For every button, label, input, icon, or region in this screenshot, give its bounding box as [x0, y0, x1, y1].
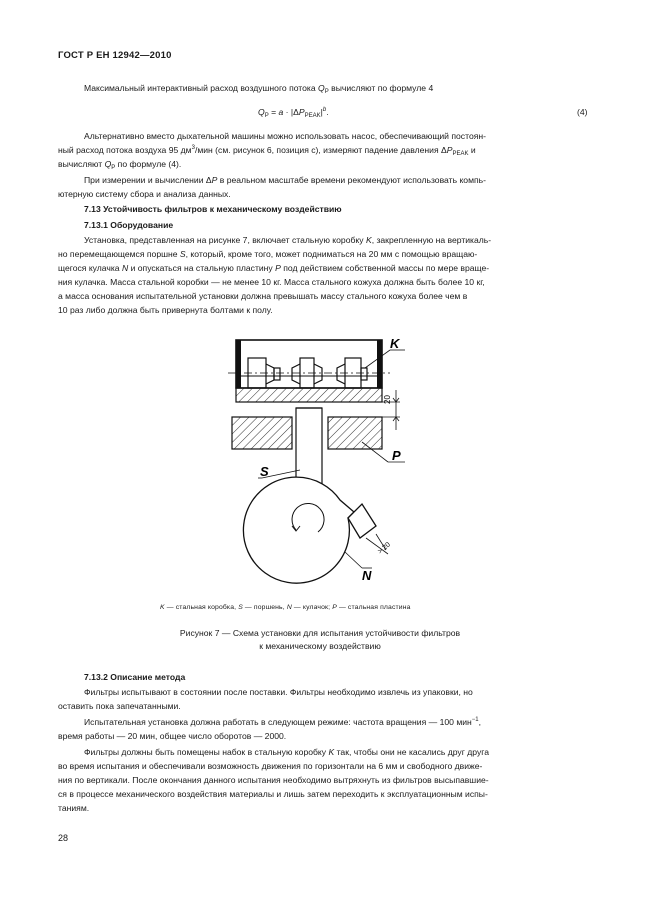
filter-1-cap: [274, 368, 280, 380]
paragraph-placement-l1: [58, 746, 594, 760]
formula-p-sub: PEAK: [304, 113, 321, 119]
var: S: [179, 249, 186, 259]
var: Q: [104, 159, 112, 169]
sup: 3: [191, 145, 195, 151]
document-header: ГОСТ Р ЕН 12942—2010: [58, 50, 172, 61]
section-heading-7-13-2: 7.13.2 Описание метода: [84, 672, 186, 682]
label-p: P: [392, 448, 401, 463]
formula-end: .: [326, 107, 329, 117]
var: P: [275, 263, 281, 273]
steel-plate-left: [232, 417, 292, 449]
var: P: [211, 175, 218, 185]
text: так, чтобы они не касались друг друга: [334, 747, 489, 757]
legend-s-text: — поршень,: [242, 604, 287, 611]
legend-k: K: [160, 604, 165, 611]
sub: PEAK: [452, 151, 469, 157]
text: по формуле (4).: [115, 159, 182, 169]
paragraph-equipment-l3: [58, 262, 594, 276]
paragraph-test-state-l2: оставить пока запечатанными.: [58, 701, 181, 711]
paragraph-mode-l1: [58, 716, 594, 730]
text: , закрепленную на вертикаль-: [371, 235, 492, 245]
figure-caption: [120, 627, 520, 653]
sub: P: [111, 165, 116, 171]
paragraph-equipment-l6: 10 раз либо должна быть привернута болтами к полу.: [58, 305, 273, 315]
filter-2-nozzle: [292, 364, 300, 384]
text: в реальном масштабе времени рекомендуют использовать компь-: [217, 175, 486, 185]
legend-k-text: — стальная коробка,: [164, 604, 239, 611]
formula-dot: · |Δ: [283, 107, 299, 117]
paragraph-placement-l4: ся в процессе механического воздействия материалы и лишь затем переходить к эксплуатационным испы-: [58, 789, 488, 799]
caption-line-2: к механическому воздействию: [259, 641, 381, 651]
paragraph-intro: [58, 82, 594, 96]
legend-p-text: — стальная пластина: [336, 604, 411, 611]
filter-1-nozzle: [266, 364, 274, 384]
sup: −1: [471, 717, 479, 723]
cam-n: [243, 477, 376, 583]
var-q: Q: [318, 83, 325, 93]
text: /мин (см. рисунок 6, позиция с), измеряют падение давления Δ: [194, 145, 447, 155]
formula-4: [258, 107, 329, 117]
paragraph-placement-l3: ния по вертикали. После окончания данного испытания необходимо вытряхнуть из фильтров высыпавшие-: [58, 775, 489, 785]
text: но перемещающемся поршне: [58, 249, 180, 259]
var: P: [446, 145, 453, 155]
formula-lhs: Q: [258, 107, 265, 117]
caption-line-1: Рисунок 7 — Схема установки для испытания устойчивости фильтров: [179, 628, 461, 638]
figure-legend: [160, 604, 411, 611]
filter-3-cap: [361, 368, 367, 380]
text: щегося кулачка: [58, 263, 122, 273]
formula-lhs-sub: P: [264, 113, 269, 119]
page-number: 28: [58, 833, 69, 843]
formula-p: P: [298, 107, 305, 117]
sub: P: [324, 89, 329, 95]
formula-bar: |: [320, 107, 323, 117]
formula-exp: b: [322, 107, 327, 113]
var: K: [328, 747, 335, 757]
text: ный расход потока воздуха 95 дм: [58, 145, 192, 155]
paragraph-mode-l2: время работы — 20 мин, общее число оборотов — 2000.: [58, 731, 287, 741]
paragraph-placement-l2: во время испытания и обеспечивали возможность движения по горизонтали на 6 мм и свободного движе-: [58, 761, 483, 771]
text: вычисляют по формуле 4: [328, 83, 434, 93]
equation-number: (4): [577, 107, 588, 117]
text: Фильтры должны быть помещены набок в стальную коробку: [84, 747, 329, 757]
paragraph-equipment-l1: [58, 234, 594, 248]
legend-n: N: [286, 604, 292, 611]
filters-group: [248, 358, 367, 388]
filter-2-nozzle-b: [314, 364, 322, 384]
text: и опускаться на стальную пластину: [128, 263, 276, 273]
paragraph-placement-l5: таниям.: [58, 803, 90, 813]
text: и: [468, 145, 476, 155]
text: Максимальный интерактивный расход воздушного потока: [84, 83, 319, 93]
paragraph-pump-line2: [58, 144, 594, 158]
text: При измерении и вычислении Δ: [84, 175, 212, 185]
label-s: S: [260, 464, 269, 479]
label-n: N: [362, 568, 372, 583]
var: N: [121, 263, 129, 273]
var: K: [365, 235, 372, 245]
piston-s: [296, 408, 322, 488]
dim-20-label: 20: [383, 395, 392, 404]
paragraph-pump: [58, 130, 594, 144]
legend-p: P: [332, 604, 337, 611]
paragraph-pump-line3: [58, 158, 594, 172]
text: Установка, представленная на рисунке 7, включает стальную коробку: [84, 235, 366, 245]
section-heading-7-13: 7.13 Устойчивость фильтров к механическому воздействию: [84, 204, 342, 214]
text: , который, кроме того, может подниматься на 20 мм с помощью вращаю-: [185, 249, 478, 259]
dim-gt-20-label: > 20: [376, 541, 392, 556]
text: ,: [478, 717, 482, 727]
paragraph-equipment-l4: ния кулачка. Масса стальной коробки — не менее 10 кг. Масса стального кожуха должна быть более 10 кг,: [58, 277, 485, 287]
text: вычисляют: [58, 159, 105, 169]
text: Альтернативно вместо дыхательной машины можно использовать насос, обеспечивающий постоян-: [84, 131, 486, 141]
steel-plate-right: [328, 417, 382, 449]
paragraph-realtime: [58, 174, 594, 188]
steel-box-k: [228, 340, 390, 388]
paragraph-test-state-l1: Фильтры испытывают в состоянии после поставки. Фильтры необходимо извлечь из упаковки, но: [84, 687, 473, 697]
legend-n-text: — кулачок;: [291, 604, 333, 611]
label-k: K: [390, 336, 400, 351]
paragraph-realtime-line2: ютерную систему сбора и анализа данных.: [58, 189, 231, 199]
paragraph-equipment-l5: а масса основания испытательной установки должна превышать массу стального кожуха более чем в: [58, 291, 468, 301]
box-base: [236, 388, 382, 402]
filter-3-nozzle: [337, 364, 345, 384]
text: под действием собственной массы по мере враще-: [280, 263, 490, 273]
formula-a: a: [278, 107, 284, 117]
paragraph-equipment-l2: [58, 248, 594, 262]
text: Испытательная установка должна работать в следующем режиме: частота вращения — 100 мин: [84, 717, 472, 727]
section-heading-7-13-1: 7.13.1 Оборудование: [84, 220, 174, 230]
formula-eq: =: [268, 107, 279, 117]
legend-s: S: [238, 604, 243, 611]
figure-7-test-rig: [200, 330, 450, 594]
